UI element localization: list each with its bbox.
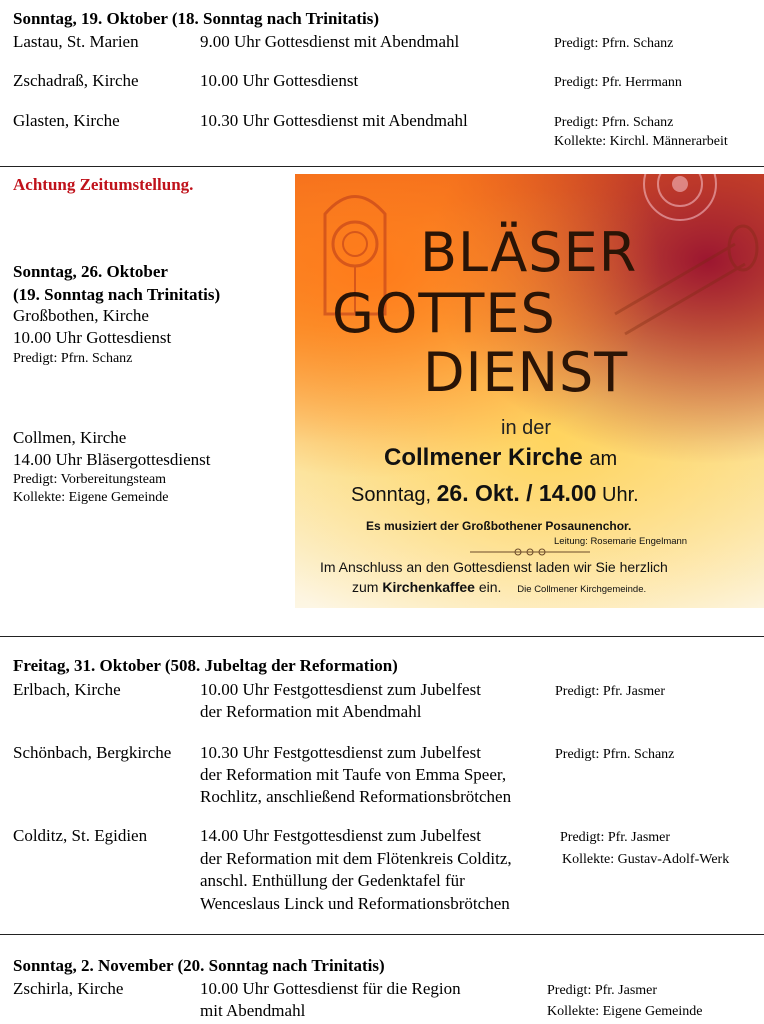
service-text: mit Abendmahl: [200, 1001, 306, 1020]
poster-church-line: [384, 444, 617, 472]
preacher-note: Predigt: Pfr. Jasmer: [560, 830, 671, 845]
service-text: 9.00 Uhr Gottesdienst mit Abendmahl: [200, 32, 460, 51]
event-poster: [295, 174, 764, 608]
place-name: Glasten, Kirche: [13, 111, 120, 130]
preacher-note: Predigt: Pfrn. Schanz: [555, 747, 675, 762]
rose-window-icon: [644, 174, 716, 220]
preacher-note: Predigt: Pfr. Jasmer: [555, 684, 666, 699]
notice-time-change: Achtung Zeitumstellung.: [13, 175, 194, 194]
ornament-divider: [470, 546, 590, 558]
section-subheading: (19. Sonntag nach Trinitatis): [13, 285, 221, 304]
collection-note: Kollekte: Gustav-Adolf-Werk: [562, 852, 730, 867]
section-heading: Freitag, 31. Oktober (508. Jubeltag der Reformation): [13, 656, 398, 675]
place-name: Zschadraß, Kirche: [13, 71, 139, 90]
preacher-note: Predigt: Pfrn. Schanz: [13, 351, 133, 366]
poster-date-line: [351, 480, 639, 507]
service-text: der Reformation mit Taufe von Emma Speer,: [200, 765, 507, 784]
poster-invite-post: ein.: [478, 579, 502, 595]
section-heading: Sonntag, 2. November (20. Sonntag nach Trinitatis): [13, 956, 385, 975]
preacher-note: Predigt: Pfr. Herrmann: [554, 75, 682, 90]
poster-date-bold: 26. Okt. / 14.00: [436, 480, 597, 506]
service-text: 14.00 Uhr Festgottesdienst zum Jubelfest: [200, 826, 481, 845]
service-text: Rochlitz, anschließend Reformationsbrötchen: [200, 787, 512, 806]
poster-invite-pre: zum: [352, 579, 379, 595]
preacher-note: Predigt: Pfrn. Schanz: [554, 115, 674, 130]
poster-title-line3: DIENST: [423, 341, 629, 404]
service-text: der Reformation mit dem Flötenkreis Colditz,: [200, 849, 512, 868]
service-text: 10.30 Uhr Festgottesdienst zum Jubelfest: [200, 743, 481, 762]
poster-signature: Die Collmener Kirchgemeinde.: [517, 584, 647, 595]
service-text: 14.00 Uhr Bläsergottesdienst: [13, 450, 211, 469]
poster-invite-line1: Im Anschluss an den Gottesdienst laden wir Sie herzlich: [320, 559, 668, 575]
preacher-note: Predigt: Pfr. Jasmer: [547, 983, 658, 998]
service-text: der Reformation mit Abendmahl: [200, 702, 422, 721]
divider: [0, 934, 764, 935]
service-text: Wenceslaus Linck und Reformationsbrötchen: [200, 894, 510, 913]
place-name: Collmen, Kirche: [13, 428, 127, 447]
divider: [0, 636, 764, 637]
place-name: Lastau, St. Marien: [13, 32, 139, 51]
poster-music: Es musiziert der Großbothener Posaunenchor.: [366, 519, 632, 533]
collection-note: Kollekte: Eigene Gemeinde: [13, 490, 169, 505]
poster-church: Collmener Kirche: [384, 444, 583, 471]
place-name: Zschirla, Kirche: [13, 979, 124, 998]
poster-invite-bold: Kirchenkaffee: [382, 579, 475, 595]
place-name: Erlbach, Kirche: [13, 680, 121, 699]
place-name: Großbothen, Kirche: [13, 306, 149, 325]
section-heading: Sonntag, 26. Oktober: [13, 262, 168, 281]
section-heading: Sonntag, 19. Oktober (18. Sonntag nach Trinitatis): [13, 9, 380, 28]
service-text: 10.00 Uhr Festgottesdienst zum Jubelfest: [200, 680, 481, 699]
poster-date-prefix: Sonntag,: [351, 484, 432, 506]
poster-title-line2: GOTTES: [332, 282, 556, 345]
service-text: 10.00 Uhr Gottesdienst: [200, 71, 359, 90]
poster-am: am: [589, 448, 618, 470]
divider: [0, 166, 764, 167]
place-name: Schönbach, Bergkirche: [13, 743, 172, 762]
service-text: 10.00 Uhr Gottesdienst für die Region: [200, 979, 461, 998]
poster-title-line1: BLÄSER: [420, 221, 638, 284]
preacher-note: Predigt: Pfrn. Schanz: [554, 36, 674, 51]
poster-date-suffix: Uhr.: [602, 484, 639, 506]
service-text: anschl. Enthüllung der Gedenktafel für: [200, 871, 465, 890]
poster-leitung: Leitung: Rosemarie Engelmann: [554, 536, 688, 547]
service-text: 10.00 Uhr Gottesdienst: [13, 328, 172, 347]
collection-note: Kollekte: Eigene Gemeinde: [547, 1004, 703, 1019]
place-name: Colditz, St. Egidien: [13, 826, 148, 845]
collection-note: Kollekte: Kirchl. Männerarbeit: [554, 134, 728, 149]
preacher-note: Predigt: Vorbereitungsteam: [13, 472, 167, 487]
poster-in-der: in der: [501, 417, 552, 439]
service-text: 10.30 Uhr Gottesdienst mit Abendmahl: [200, 111, 468, 130]
poster-invite-line2: [352, 579, 646, 595]
